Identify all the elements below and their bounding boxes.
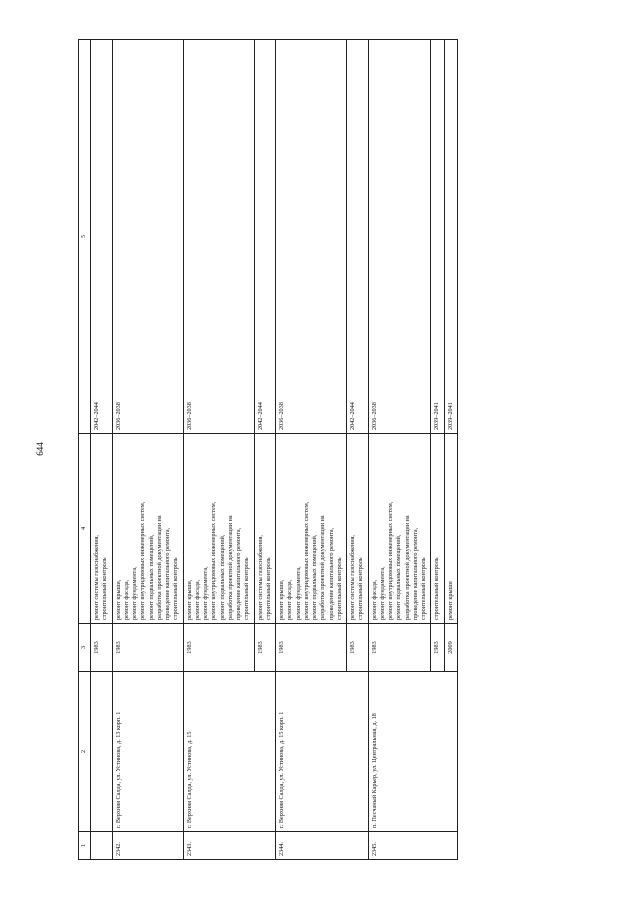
work-item: строительный контроль: [335, 557, 343, 620]
column-header: 5: [79, 40, 91, 434]
works-cell: [112, 434, 183, 624]
work-item: ремонт внутридомовых инженерных систем,: [210, 501, 218, 620]
year-cell: 1983: [431, 624, 444, 672]
year-cell: 1983: [91, 624, 113, 672]
work-item: ремонт фундамента,: [378, 566, 386, 620]
address-cell: [91, 672, 113, 832]
work-item: строительный контроль: [264, 557, 272, 620]
address-cell: г. Верхняя Салда, ул. Устинова, д. 15 корп. 1: [276, 672, 369, 832]
year-cell: 1983: [183, 624, 254, 672]
year-cell: 1983: [254, 624, 276, 672]
work-item: ремонт крыши: [446, 581, 454, 620]
work-item: проведение капитального ремонта,: [164, 527, 171, 620]
period-cell: 2042–2044: [254, 40, 276, 434]
work-item: ремонт фасада,: [193, 579, 201, 620]
work-item: ремонт внутридомовых инженерных систем,: [387, 501, 394, 620]
work-item: ремонт подвальных помещений,: [218, 534, 226, 620]
work-item: ремонт крыши,: [114, 579, 122, 620]
period-cell: 2036–2038: [276, 40, 347, 434]
work-item: строительный контроль: [433, 557, 441, 620]
work-item: ремонт фасада,: [370, 579, 378, 620]
table-row: [112, 40, 183, 860]
column-header: 3: [79, 624, 91, 672]
period-cell: 2036–2038: [183, 40, 254, 434]
period-cell: 2039–2041: [431, 40, 444, 434]
table-row: [368, 40, 431, 860]
work-item: ремонт крыши,: [278, 579, 285, 620]
work-item: проведение капитального ремонта,: [235, 527, 242, 620]
work-item: разработка проектной документации на: [319, 515, 327, 620]
work-item: проведение капитального ремонта,: [327, 527, 335, 620]
work-item: ремонт фасада,: [122, 579, 130, 620]
works-cell: [444, 434, 457, 624]
table-header-row: [79, 40, 91, 860]
address-cell: г. Верхняя Салда, ул. Устинова, д. 15: [183, 672, 276, 832]
work-item: ремонт подвальных помещений,: [147, 534, 155, 620]
work-item: ремонт системы газоснабжения,: [256, 535, 264, 620]
work-item: строительный контроль: [101, 557, 109, 620]
row-number: [91, 832, 113, 860]
page-number: 644: [35, 442, 45, 456]
works-cell: [368, 434, 431, 624]
work-item: ремонт крыши,: [185, 579, 193, 620]
address-cell: п. Песчаный Карьер, ул. Центральная, д. 18: [368, 672, 457, 832]
table-row: [276, 40, 347, 860]
work-item: ремонт фундамента,: [202, 566, 209, 620]
work-item: строительный контроль: [357, 557, 365, 620]
works-cell: [347, 434, 369, 624]
period-cell: 2042–2044: [91, 40, 113, 434]
row-number: 2342.: [112, 832, 183, 860]
work-item: ремонт фундамента,: [294, 566, 302, 620]
year-cell: 1983: [112, 624, 183, 672]
work-item: проведение капитального ремонта,: [411, 527, 419, 620]
table-body: [91, 40, 458, 860]
column-header: 2: [79, 672, 91, 832]
work-item: разработка проектной документации на: [226, 515, 234, 620]
works-cell: [91, 434, 113, 624]
work-item: строительный контроль: [172, 557, 180, 620]
table-row: [183, 40, 254, 860]
row-number: 2344.: [276, 832, 369, 860]
table-row: [91, 40, 113, 860]
row-number: 2345.: [368, 832, 457, 860]
year-cell: 2009: [444, 624, 457, 672]
work-item: разработка проектной документации на: [155, 515, 163, 620]
works-cell: [276, 434, 347, 624]
column-header: 1: [79, 832, 91, 860]
row-number: 2343.: [183, 832, 276, 860]
period-cell: 2042–2044: [347, 40, 369, 434]
work-item: ремонт фасада,: [286, 579, 294, 620]
work-item: ремонт внутридомовых инженерных систем,: [302, 501, 310, 620]
works-cell: [254, 434, 276, 624]
period-cell: 2036–2038: [112, 40, 183, 434]
work-item: ремонт внутридомовых инженерных систем,: [139, 501, 147, 620]
column-header: 4: [79, 434, 91, 624]
work-item: ремонт системы газоснабжения,: [349, 535, 356, 620]
work-item: строительный контроль: [243, 557, 251, 620]
year-cell: 1983: [347, 624, 369, 672]
work-item: строительный контроль: [420, 557, 427, 620]
works-cell: [183, 434, 254, 624]
work-item: разработка проектной документации на: [403, 515, 411, 620]
period-cell: 2039–2041: [444, 40, 457, 434]
works-cell: [431, 434, 444, 624]
work-item: ремонт подвальных помещений,: [311, 534, 318, 620]
year-cell: 1983: [276, 624, 347, 672]
work-item: ремонт системы газоснабжения,: [93, 535, 100, 620]
work-item: ремонт фундамента,: [131, 566, 138, 620]
rotated-table-container: [78, 40, 588, 860]
capital-repair-table: [78, 39, 458, 860]
year-cell: 1983: [368, 624, 431, 672]
work-item: ремонт подвальных помещений,: [395, 534, 403, 620]
address-cell: г. Верхняя Салда, ул. Устинова, д. 13 корп. 1: [112, 672, 183, 832]
period-cell: 2036–2038: [368, 40, 431, 434]
